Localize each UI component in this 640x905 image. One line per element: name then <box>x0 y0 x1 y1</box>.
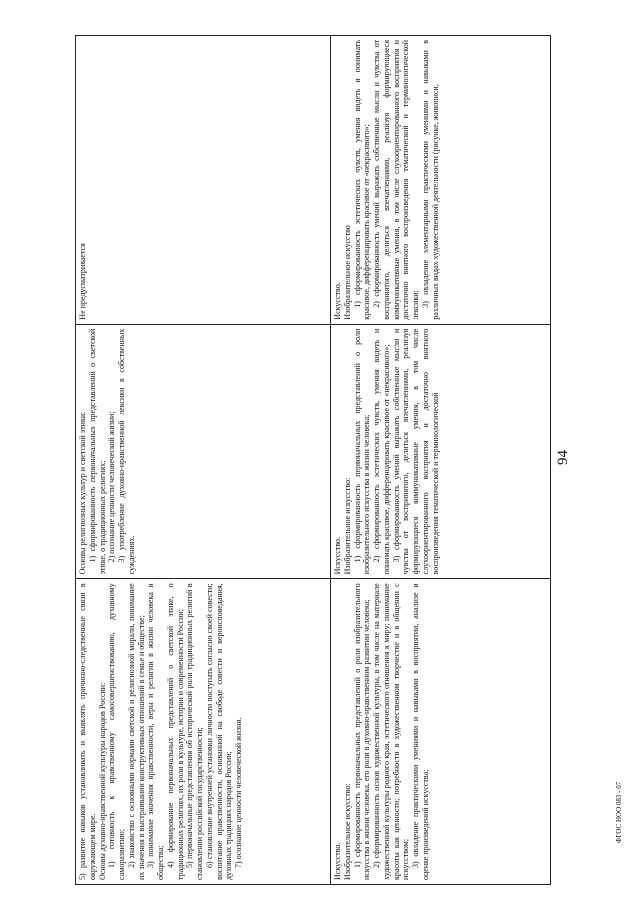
table-row <box>331 36 551 885</box>
cell-line: 3) употребление духовно-нравственной лексики в собственных суждениях. <box>117 328 136 575</box>
cell-line: Основы духовно-нравственной культуры народов России: <box>97 682 107 880</box>
cell-line: 1) сформированность эстетических чувств, умения видеть и понимать красивое, дифференцировать красивое от «некрасивого»; <box>352 40 372 320</box>
cell-line: Искусство. <box>333 282 342 320</box>
cell-line: 1) сформированность первоначальных представлений о светской этике, о традиционных религиях; <box>87 328 107 575</box>
cell-line: 4) формирование первоначальных представлений о светской этике, о традиционных религиях, их роли в культуре, истории и современности России; <box>165 583 185 880</box>
cell-line: 5) первоначальные представления об исторической роли традиционных религий в становлении российской государственности; <box>185 583 204 880</box>
footer-document-code: ФГОС НОО 083 - 07 <box>615 781 623 843</box>
cell-line: Искусство. <box>333 536 342 575</box>
cell-line: Изобразительное искусство <box>342 225 352 320</box>
cell-line: 1) сформированность первоначальных представлений о роли изобразительного искусства в жизни человека, его роли в духовно-нравственном развитии человека; <box>352 583 372 880</box>
cell-line: Не предусматривается <box>78 243 87 320</box>
cell-line: 1) готовность к нравственному самосовершенствованию, духовному саморазвитию; <box>107 583 126 880</box>
table-cell-variant-b <box>331 324 551 579</box>
cell-line: 2) осознание ценности человеческой жизни; <box>107 411 117 563</box>
cell-line: 5) развитие навыков устанавливать и выявлять причинно-следственные связи в окружающем мире. <box>78 583 97 880</box>
cell-line: Основы религиозных культур и светской этики: <box>78 411 87 575</box>
cell-line: Изобразительное искусство: <box>342 477 352 575</box>
cell-line: 2) сформированность эстетических чувств, умения видеть и понимать красивое, дифференцировать красивое от «некрасивого»; <box>372 328 391 575</box>
cell-line: 3) овладение элементарными практическими умениями и навыками в различных видах художественной деятельности (рисунке, живописи, <box>420 40 440 320</box>
cell-line: 2) знакомство с основными нормами светской и религиозной морали, понимание их значения в выстраивании конструктивных отношений в семье и обществе; <box>126 583 146 880</box>
table-cell-variant-c <box>331 36 551 325</box>
cell-line: 7) осознание ценности человеческой жизни. <box>234 717 243 868</box>
cell-line: 2) сформированность умений выражать собственные мысли и чувства от воспринятого, делиться впечатлениями, реализуя формирующиеся коммуникативные умения, в том числе слухоориентированного восприятия и достаточно внятного воспроизведения тематической и терминологической лексики; <box>372 40 420 320</box>
cell-line: 2) сформированность основ художественной культуры, в том числе на материале художественной культуры родного края, эстетического отношения к миру; понимание красоты как ценности; потребности в художественном творчестве и в общении с искусством; <box>372 583 411 880</box>
table-row <box>76 36 331 885</box>
table-cell-personal-results <box>76 579 331 885</box>
cell-line: 1) сформированность первоначальных представлений о роли изобразительного искусства в жизни человека; <box>352 328 372 575</box>
cell-line: 3) понимание значения нравственности, веры и религии в жизни человека и общества; <box>146 583 165 880</box>
cell-line: 3) овладение практическими умениями и навыками в восприятии, анализе и оценке произведений искусства; <box>411 583 430 880</box>
standards-table <box>75 35 551 885</box>
page-number: 94 <box>555 450 571 465</box>
cell-line: 6) становление внутренней установки личности поступать согласно своей совести; воспитание нравственности, основанной на свободе совести и вероисповедания, духовных традициях народов России; <box>204 583 234 880</box>
table-cell-variant-b <box>76 324 331 579</box>
cell-line: 3) сформированность умений выражать собственные мысли и чувства от воспринятого, делиться впечатлениями, реализуя формирующиеся коммуникативные умения, в том числе слухоориентированного восприятия и достаточно внятного воспроизведения тематической и терминологической <box>391 328 440 575</box>
table-cell-variant-c <box>76 36 331 325</box>
cell-line: Изобразительное искусство: <box>342 783 352 880</box>
table-cell-personal-results <box>331 579 551 885</box>
cell-line: Искусство. <box>333 842 342 880</box>
